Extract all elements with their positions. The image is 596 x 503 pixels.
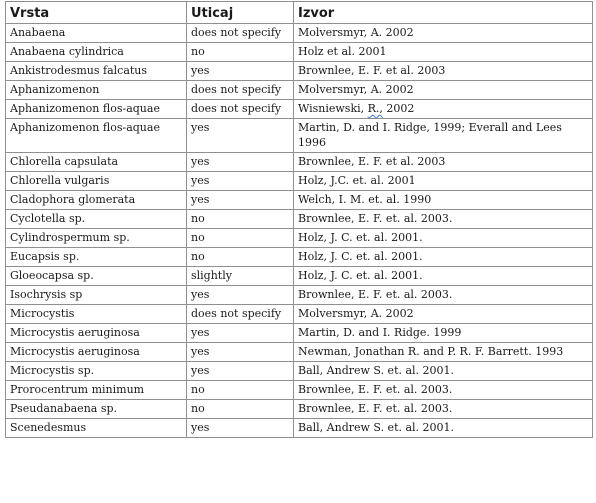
- source-cell: Holz, J. C. et. al. 2001.: [294, 248, 593, 267]
- species-cell: Prorocentrum minimum: [6, 381, 187, 400]
- table-row: [6, 191, 593, 210]
- table-row: [6, 43, 593, 62]
- impact-cell: no: [187, 248, 294, 267]
- species-cell: Pseudanabaena sp.: [6, 400, 187, 419]
- species-cell: Aphanizomenon flos-aquae: [6, 119, 187, 153]
- species-cell: Cyclotella sp.: [6, 210, 187, 229]
- source-cell: Brownlee, E. F. et. al. 2003.: [294, 286, 593, 305]
- species-cell: Cylindrospermum sp.: [6, 229, 187, 248]
- impact-cell: yes: [187, 191, 294, 210]
- table-row: [6, 229, 593, 248]
- species-cell: Ankistrodesmus falcatus: [6, 62, 187, 81]
- species-cell: Microcystis: [6, 305, 187, 324]
- source-cell: Newman, Jonathan R. and P. R. F. Barrett. 1993: [294, 343, 593, 362]
- source-cell: Brownlee, E. F. et. al. 2003.: [294, 381, 593, 400]
- table-row: [6, 100, 593, 119]
- impact-cell: no: [187, 229, 294, 248]
- source-cell: Brownlee, E. F. et. al. 2003.: [294, 400, 593, 419]
- species-cell: Aphanizomenon flos-aquae: [6, 100, 187, 119]
- table-row: [6, 286, 593, 305]
- species-cell: Microcystis aeruginosa: [6, 343, 187, 362]
- impact-cell: yes: [187, 153, 294, 172]
- header-vrsta: Vrsta: [6, 2, 187, 24]
- source-cell: Martin, D. and I. Ridge, 1999; Everall and Lees 1996: [294, 119, 593, 153]
- species-cell: Chlorella vulgaris: [6, 172, 187, 191]
- impact-cell: does not specify: [187, 81, 294, 100]
- species-cell: Microcystis aeruginosa: [6, 324, 187, 343]
- species-cell: Cladophora glomerata: [6, 191, 187, 210]
- table-row: [6, 343, 593, 362]
- table-row: [6, 419, 593, 438]
- impact-cell: yes: [187, 419, 294, 438]
- source-cell: Molversmyr, A. 2002: [294, 24, 593, 43]
- table-row: [6, 81, 593, 100]
- source-cell: Brownlee, E. F. et al. 2003: [294, 153, 593, 172]
- impact-cell: no: [187, 381, 294, 400]
- species-cell: Isochrysis sp: [6, 286, 187, 305]
- table-row: [6, 267, 593, 286]
- source-cell: Molversmyr, A. 2002: [294, 81, 593, 100]
- source-cell: Molversmyr, A. 2002: [294, 305, 593, 324]
- impact-cell: no: [187, 210, 294, 229]
- impact-cell: yes: [187, 62, 294, 81]
- table-row: [6, 324, 593, 343]
- species-cell: Aphanizomenon: [6, 81, 187, 100]
- impact-cell: yes: [187, 343, 294, 362]
- table-row: [6, 153, 593, 172]
- source-cell: Holz, J.C. et. al. 2001: [294, 172, 593, 191]
- header-row: [6, 2, 593, 24]
- source-cell: Wisniewski, R., 2002: [294, 100, 593, 119]
- impact-cell: does not specify: [187, 100, 294, 119]
- species-cell: Anabaena cylindrica: [6, 43, 187, 62]
- table-row: [6, 381, 593, 400]
- table-body: [6, 24, 593, 438]
- species-cell: Chlorella capsulata: [6, 153, 187, 172]
- source-cell: Ball, Andrew S. et. al. 2001.: [294, 419, 593, 438]
- table-row: [6, 248, 593, 267]
- header-izvor: Izvor: [294, 2, 593, 24]
- source-cell: Martin, D. and I. Ridge. 1999: [294, 324, 593, 343]
- source-cell: Holz, J. C. et. al. 2001.: [294, 229, 593, 248]
- table-row: [6, 119, 593, 153]
- source-cell: Holz et al. 2001: [294, 43, 593, 62]
- species-cell: Microcystis sp.: [6, 362, 187, 381]
- header-uticaj: Uticaj: [187, 2, 294, 24]
- table-row: [6, 210, 593, 229]
- species-cell: Scenedesmus: [6, 419, 187, 438]
- species-cell: Anabaena: [6, 24, 187, 43]
- impact-cell: no: [187, 43, 294, 62]
- impact-cell: slightly: [187, 267, 294, 286]
- species-impact-table: [5, 1, 593, 438]
- table-row: [6, 172, 593, 191]
- table-row: [6, 400, 593, 419]
- source-cell: Brownlee, E. F. et al. 2003: [294, 62, 593, 81]
- impact-cell: yes: [187, 172, 294, 191]
- impact-cell: does not specify: [187, 24, 294, 43]
- table-row: [6, 305, 593, 324]
- source-cell: Holz, J. C. et. al. 2001.: [294, 267, 593, 286]
- impact-cell: yes: [187, 324, 294, 343]
- table-row: [6, 362, 593, 381]
- species-cell: Gloeocapsa sp.: [6, 267, 187, 286]
- impact-cell: yes: [187, 286, 294, 305]
- table-row: [6, 62, 593, 81]
- source-cell: Ball, Andrew S. et. al. 2001.: [294, 362, 593, 381]
- impact-cell: yes: [187, 362, 294, 381]
- species-cell: Eucapsis sp.: [6, 248, 187, 267]
- impact-cell: does not specify: [187, 305, 294, 324]
- table-row: [6, 24, 593, 43]
- impact-cell: yes: [187, 119, 294, 153]
- spellcheck-marked-text: R.,: [367, 102, 383, 115]
- source-cell: Brownlee, E. F. et. al. 2003.: [294, 210, 593, 229]
- source-cell: Welch, I. M. et. al. 1990: [294, 191, 593, 210]
- impact-cell: no: [187, 400, 294, 419]
